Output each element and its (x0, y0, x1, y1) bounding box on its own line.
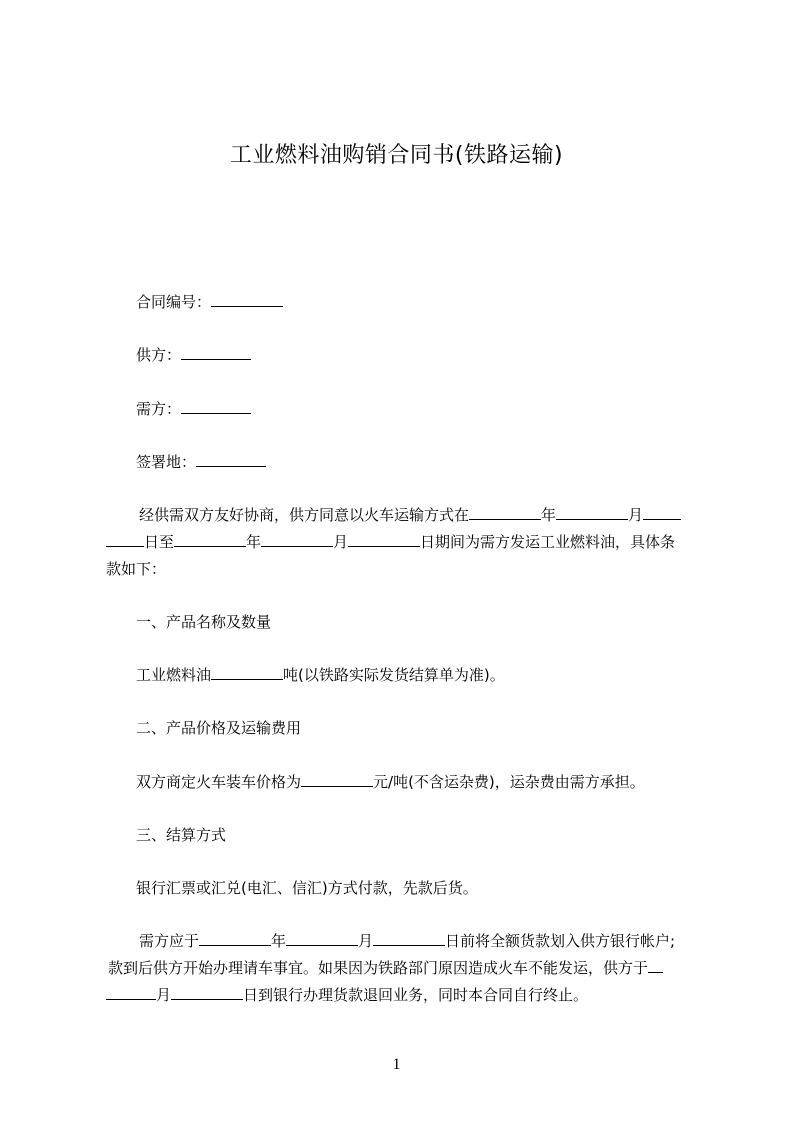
end-day-blank[interactable] (348, 532, 420, 547)
refund-day-blank[interactable] (171, 985, 243, 1000)
section-3-paragraph-2-line-3 (106, 985, 588, 1005)
intro-text: 日期间为需方发运工业燃料油，具体条 (420, 533, 676, 551)
contract-number-label: 合同编号： (136, 293, 212, 311)
section-1-body (136, 665, 505, 685)
intro-line-1 (139, 505, 681, 525)
price-blank[interactable] (301, 772, 373, 787)
payment-day-blank[interactable] (373, 931, 445, 946)
section-3-heading: 三、结算方式 (136, 826, 227, 844)
payment-month-blank[interactable] (286, 931, 358, 946)
buyer-blank[interactable] (181, 399, 251, 414)
supplier-blank[interactable] (181, 345, 251, 360)
month-label: 月 (628, 506, 644, 524)
supplier-label: 供方： (136, 346, 182, 364)
supplier-line (136, 345, 251, 365)
buyer-label: 需方： (136, 400, 182, 418)
buyer-line (136, 399, 251, 419)
payment-year-blank[interactable] (199, 931, 271, 946)
price-text: 双方商定火车装车价格为 (136, 773, 302, 791)
year-label: 年 (271, 932, 287, 950)
section-2-heading: 二、产品价格及运输费用 (136, 719, 302, 737)
year-label: 年 (246, 533, 262, 551)
contract-number-line (136, 292, 283, 312)
document-title: 工业燃料油购销合同书(铁路运输) (229, 143, 564, 168)
month-label: 月 (333, 533, 349, 551)
sign-place-line (136, 452, 266, 472)
sign-place-label: 签署地： (136, 453, 197, 471)
contract-number-blank[interactable] (211, 292, 283, 307)
refund-month-blank-part2[interactable] (106, 985, 156, 1000)
start-year-blank[interactable] (469, 505, 541, 520)
start-month-blank[interactable] (556, 505, 628, 520)
refund-text: 日到银行办理货款退回业务，同时本合同自行终止。 (243, 986, 589, 1004)
start-day-blank-part2[interactable] (106, 532, 144, 547)
section-3-paragraph-1: 银行汇票或汇兑(电汇、信汇)方式付款，先款后货。 (136, 879, 478, 897)
end-month-blank[interactable] (261, 532, 333, 547)
month-label: 月 (156, 986, 172, 1004)
page-number: 1 (392, 1056, 401, 1073)
section-3-paragraph-2-line-1 (139, 931, 675, 951)
start-day-blank-part1[interactable] (643, 505, 681, 520)
payment-text: 日前将全额货款划入供方银行帐户; (445, 932, 676, 950)
price-unit-text: 元/吨(不含运杂费)，运杂费由需方承担。 (373, 773, 645, 791)
day-to-label: 日至 (144, 533, 175, 551)
quantity-blank[interactable] (211, 665, 283, 680)
quantity-text: 吨(以铁路实际发货结算单为准)。 (283, 666, 505, 684)
end-year-blank[interactable] (174, 532, 246, 547)
sign-place-blank[interactable] (196, 452, 266, 467)
intro-line-2 (106, 532, 675, 552)
refund-text: 款到后供方开始办理请车事宜。如果因为铁路部门原因造成火车不能发运，供方于 (108, 959, 649, 977)
year-label: 年 (541, 506, 557, 524)
section-3-paragraph-2-line-2 (108, 958, 663, 978)
payment-text: 需方应于 (139, 932, 200, 950)
section-1-heading: 一、产品名称及数量 (136, 613, 272, 631)
month-label: 月 (358, 932, 374, 950)
product-name: 工业燃料油 (136, 666, 212, 684)
intro-line-3: 款如下： (106, 560, 167, 578)
refund-month-blank-part1[interactable] (648, 958, 663, 973)
section-2-body (136, 772, 645, 792)
intro-text: 经供需双方友好协商，供方同意以火车运输方式在 (139, 506, 470, 524)
